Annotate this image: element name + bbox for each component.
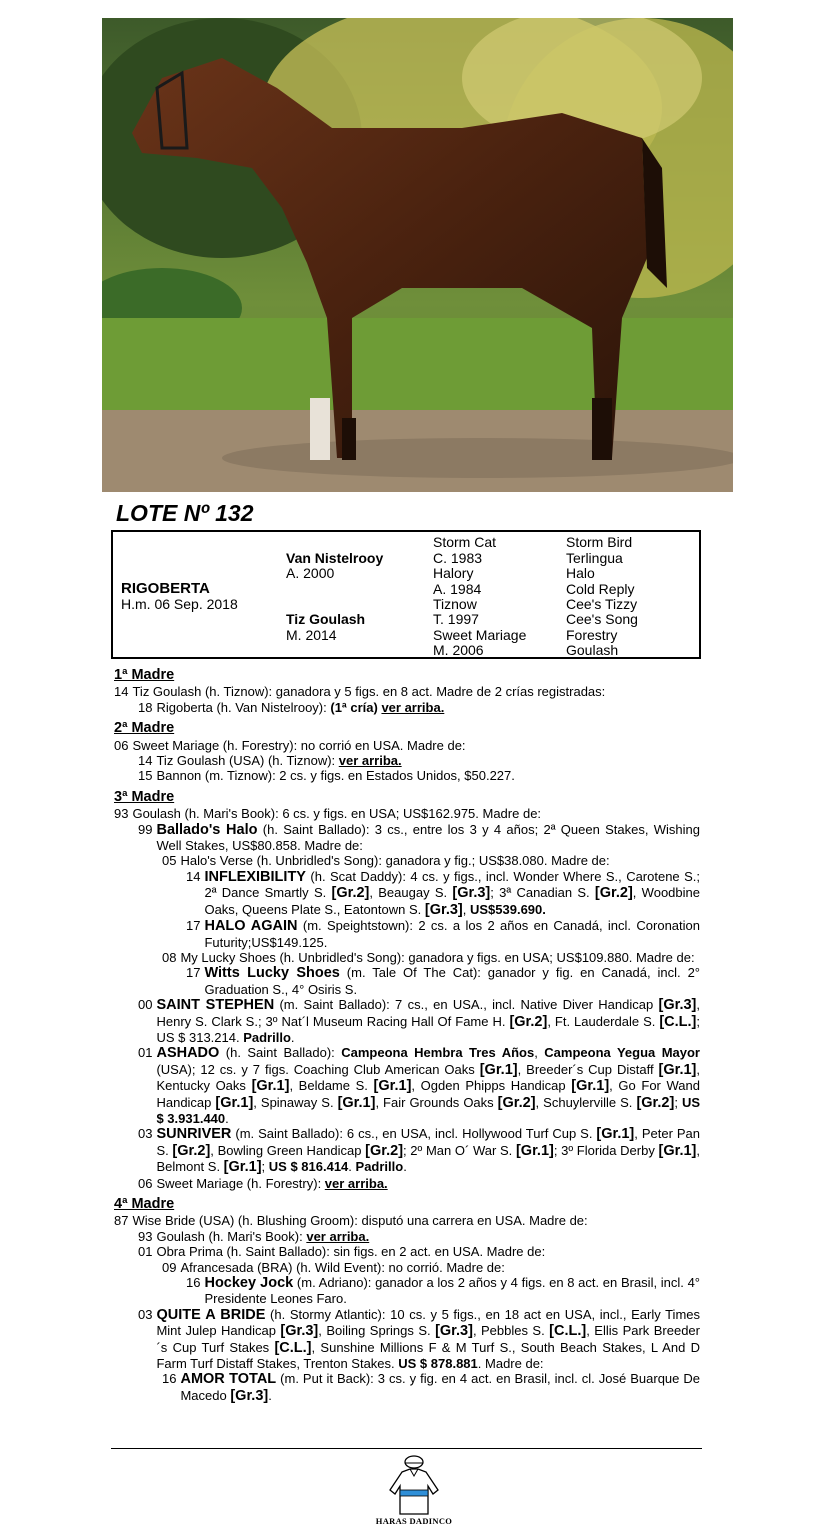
highlight-text: [C.L.] xyxy=(659,1013,697,1030)
highlight-text: [Gr.1] xyxy=(596,1126,635,1143)
great-grandparent: Cold Reply xyxy=(566,581,635,597)
text-run: ; 3º Florida Derby xyxy=(553,1142,659,1158)
text-run: Tiz Goulash (USA) (h. Tiznow): xyxy=(156,753,339,769)
text-run: Rigoberta (h. Van Nistelrooy): xyxy=(156,699,331,715)
great-grandparent: Cee's Song xyxy=(566,611,638,627)
text-run: , xyxy=(534,1045,545,1061)
text-run: (m. Adriano): ganador a los 2 años y 4 figs. en 8 act. en Brasil, incl. 4° Presidente Leones Faro. xyxy=(204,1275,700,1307)
text-run: ; xyxy=(261,1159,269,1175)
stud-farm-name: HARAS DADINCO xyxy=(375,1516,453,1526)
produce-entry xyxy=(114,1229,700,1244)
see-above-link[interactable]: ver arriba. xyxy=(381,699,445,715)
highlight-text: [Gr.1] xyxy=(571,1078,610,1095)
produce-entry xyxy=(114,1126,700,1175)
produce-entry xyxy=(114,1213,700,1228)
text-run: , Schuylerville S. xyxy=(535,1094,637,1110)
entry-text xyxy=(180,1371,700,1404)
highlight-text: HALO AGAIN xyxy=(204,918,298,935)
entry-text xyxy=(156,1176,700,1191)
text-run: ; xyxy=(674,1094,682,1110)
text-run: Halo's Verse (h. Unbridled's Song): ganadora y fig.; US$38.080. Madre de: xyxy=(180,853,610,869)
text-run: US $ 816.414 xyxy=(268,1159,349,1175)
produce-entry xyxy=(114,1045,700,1126)
highlight-text: [Gr.1] xyxy=(515,1142,554,1159)
text-run: . xyxy=(290,1029,295,1045)
text-run: , xyxy=(462,901,470,917)
highlight-text: [Gr.3] xyxy=(435,1323,473,1340)
sire-name: Van Nistelrooy xyxy=(286,550,384,566)
text-run: , Go For Wand Handicap xyxy=(156,1078,700,1110)
entry-text xyxy=(132,806,700,821)
birth-year: 15 xyxy=(138,768,153,784)
text-run: , Boiling Springs S. xyxy=(318,1323,436,1339)
highlight-text: [Gr.1] xyxy=(251,1078,290,1095)
dam-name: Tiz Goulash xyxy=(286,611,366,627)
text-run: . Madre de: xyxy=(477,1356,544,1372)
horse-description: H.m. 06 Sep. 2018 xyxy=(121,596,238,612)
text-run: , Peter Pan S. xyxy=(156,1126,700,1158)
text-run: , Pebbles S. xyxy=(472,1323,550,1339)
entry-text xyxy=(156,1244,700,1259)
birth-year: 14 xyxy=(138,753,153,769)
produce-entry xyxy=(114,738,700,753)
highlight-text: [Gr.2] xyxy=(594,885,633,902)
lot-title: LOTE Nº 132 xyxy=(116,500,254,526)
pedigree-table xyxy=(111,530,701,659)
see-above-link[interactable]: ver arriba. xyxy=(338,753,402,769)
highlight-text: Hockey Jock xyxy=(204,1275,294,1292)
entry-text xyxy=(132,684,700,699)
text-run: (m. Put it Back): 3 cs. y fig. en 4 act. en Brasil, incl. cl. José Buarque De Macedo xyxy=(180,1371,701,1403)
highlight-text: [Gr.1] xyxy=(658,1061,697,1078)
highlight-text: [Gr.3] xyxy=(280,1323,319,1340)
text-run: , Breeder´s Cup Distaff xyxy=(517,1061,659,1077)
text-run: Bannon (m. Tiznow): 2 cs. y figs. en Estados Unidos, $50.227. xyxy=(156,768,515,784)
highlight-text: QUITE A BRIDE xyxy=(156,1306,266,1323)
section-title: 1ª Madre xyxy=(114,667,175,683)
produce-entry xyxy=(114,684,700,699)
text-run: Campeona Hembra Tres Años xyxy=(341,1045,535,1061)
entry-text xyxy=(204,965,700,997)
jockey-silks-logo xyxy=(386,1454,442,1518)
grandparent-year: M. 2006 xyxy=(433,642,484,658)
great-grandparent: Terlingua xyxy=(566,550,623,566)
entry-text xyxy=(156,997,700,1045)
text-run: Tiz Goulash (h. Tiznow): ganadora y 5 figs. en 8 act. Madre de 2 crías registradas: xyxy=(132,684,606,700)
highlight-text: [Gr.1] xyxy=(337,1094,376,1111)
highlight-text: SAINT STEPHEN xyxy=(156,997,275,1014)
text-run: Sweet Mariage (h. Forestry): xyxy=(156,1175,325,1191)
highlight-text: [Gr.1] xyxy=(215,1094,254,1111)
birth-year: 93 xyxy=(114,806,129,822)
see-above-link[interactable]: ver arriba. xyxy=(306,1228,370,1244)
highlight-text: ASHADO xyxy=(156,1045,220,1062)
entry-text xyxy=(156,1126,700,1175)
text-run: ; US $ 313.214. xyxy=(156,1013,700,1045)
text-run: ; 3ª Canadian S. xyxy=(490,885,595,901)
highlight-text: SUNRIVER xyxy=(156,1126,232,1143)
produce-entry xyxy=(114,753,700,768)
text-run: , Spinaway S. xyxy=(253,1094,338,1110)
text-run: ; 2º Man O´ War S. xyxy=(403,1142,516,1158)
sire-year: A. 2000 xyxy=(286,565,335,581)
see-above-link[interactable]: ver arriba. xyxy=(324,1175,388,1191)
text-run: (h. Saint Ballado): 3 cs., entre los 3 y 4 años; 2ª Queen Stakes, Wishing Well Stakes, US$80.858. Madre de: xyxy=(156,821,700,854)
text-run: (USA); 12 cs. y 7 figs. Coaching Club American Oaks xyxy=(156,1061,480,1077)
highlight-text: [Gr.2] xyxy=(172,1142,211,1159)
highlight-text: [Gr.2] xyxy=(636,1094,675,1111)
birth-year: 16 xyxy=(162,1371,177,1387)
text-run: . xyxy=(225,1110,229,1126)
text-run: , Sunshine Millions F & M Turf S., South Beach Stakes, L And D Farm Turf Distaff Stakes, Trenton Stakes. xyxy=(156,1339,700,1372)
text-run: Campeona Yegua Mayor xyxy=(544,1045,700,1061)
birth-year: 93 xyxy=(138,1228,153,1244)
birth-year: 14 xyxy=(114,684,129,700)
text-run: (m. Tale Of The Cat): ganador y fig. en Canadá, incl. 2° Graduation S., 4° Osiris S. xyxy=(204,965,700,997)
entry-text xyxy=(204,869,700,918)
text-run: , Henry S. Clark S.; 3º Nat´l Museum Racing Hall Of Fame H. xyxy=(156,997,700,1029)
grandparent-year: C. 1983 xyxy=(433,550,483,566)
entry-text xyxy=(156,768,700,783)
text-run: , Ogden Phipps Handicap xyxy=(411,1078,572,1094)
entry-text xyxy=(156,753,700,768)
produce-entry xyxy=(114,1275,700,1307)
text-run: Obra Prima (h. Saint Ballado): sin figs. en 2 act. en USA. Madre de: xyxy=(156,1244,546,1260)
birth-year: 16 xyxy=(186,1275,201,1291)
produce-entry xyxy=(114,1244,700,1259)
grandparent-year: T. 1997 xyxy=(433,611,479,627)
text-run: . xyxy=(403,1159,407,1175)
text-run: Padrillo xyxy=(355,1159,404,1175)
highlight-text: [Gr.2] xyxy=(497,1094,536,1111)
text-run: . xyxy=(348,1159,356,1175)
text-run: , Bowling Green Handicap xyxy=(210,1142,366,1158)
text-run: Padrillo xyxy=(243,1029,291,1045)
birth-year: 05 xyxy=(162,853,177,869)
highlight-text: [Gr.2] xyxy=(509,1013,548,1030)
entry-text xyxy=(156,1229,700,1244)
text-run: (h. Scat Daddy): 4 cs. y figs., incl. Wonder Where S., Carotene S.; 2ª Dance Smartly S. xyxy=(204,868,700,901)
grandparent-name: Halory xyxy=(433,565,474,581)
section-title: 2ª Madre xyxy=(114,720,175,737)
text-run: My Lucky Shoes (h. Unbridled's Song): ganadora y figs. en USA; US$109.880. Madre de: xyxy=(180,949,695,965)
produce-entry xyxy=(114,853,700,868)
produce-entry xyxy=(114,869,700,918)
text-run: US $ 3.931.440 xyxy=(156,1094,700,1126)
produce-entry xyxy=(114,997,700,1045)
highlight-text: [Gr.3] xyxy=(424,901,463,918)
text-run: , Ft. Lauderdale S. xyxy=(547,1013,660,1029)
text-run: Goulash (h. Mari's Book): 6 cs. y figs. en USA; US$162.975. Madre de: xyxy=(132,806,542,822)
highlight-text: [Gr.2] xyxy=(365,1142,404,1159)
text-run: Wise Bride (USA) (h. Blushing Groom): disputó una carrera en USA. Madre de: xyxy=(132,1213,588,1229)
highlight-text: Ballado's Halo xyxy=(156,821,258,838)
grandparent-name: Sweet Mariage xyxy=(433,627,527,643)
highlight-text: [Gr.2] xyxy=(331,885,370,902)
text-run: US$539.690. xyxy=(469,901,546,917)
entry-text xyxy=(156,822,700,854)
birth-year: 09 xyxy=(162,1259,177,1275)
entry-text xyxy=(204,1275,700,1307)
highlight-text: [Gr.1] xyxy=(479,1061,518,1078)
text-run: (m. Saint Ballado): 6 cs., en USA, incl. Hollywood Turf Cup S. xyxy=(231,1126,597,1142)
produce-entry xyxy=(114,1176,700,1191)
text-run: , Kentucky Oaks xyxy=(156,1061,700,1094)
birth-year: 17 xyxy=(186,918,201,934)
section-title: 3ª Madre xyxy=(114,788,175,805)
great-grandparent: Cee's Tizzy xyxy=(566,596,638,612)
dam-year: M. 2014 xyxy=(286,627,337,643)
highlight-text: [Gr.1] xyxy=(658,1142,697,1159)
birth-year: 17 xyxy=(186,965,201,981)
entry-text xyxy=(156,1045,700,1126)
horse-name: RIGOBERTA xyxy=(121,580,210,597)
produce-entry xyxy=(114,700,700,715)
produce-entry xyxy=(114,1260,700,1275)
entry-text xyxy=(204,918,700,950)
entry-text xyxy=(180,1260,700,1275)
text-run: , Beldame S. xyxy=(289,1078,374,1094)
birth-year: 03 xyxy=(138,1126,153,1142)
birth-year: 01 xyxy=(138,1244,153,1260)
footer-divider xyxy=(111,1448,702,1449)
great-grandparent: Halo xyxy=(566,565,595,581)
section-title: 4ª Madre xyxy=(114,1196,175,1212)
highlight-text: [Gr.3] xyxy=(452,885,491,902)
birth-year: 87 xyxy=(114,1213,129,1229)
produce-entry xyxy=(114,950,700,965)
family-history xyxy=(114,668,700,1404)
horse-photo xyxy=(102,18,733,492)
produce-entry xyxy=(114,768,700,783)
great-grandparent: Forestry xyxy=(566,627,618,643)
text-run: (h. Saint Ballado): xyxy=(219,1045,342,1061)
produce-entry xyxy=(114,822,700,854)
produce-entry xyxy=(114,1371,700,1404)
highlight-text: [Gr.1] xyxy=(223,1159,262,1176)
entry-text xyxy=(156,1307,700,1372)
produce-entry xyxy=(114,806,700,821)
highlight-text: [C.L.] xyxy=(274,1339,312,1356)
text-run: Goulash (h. Mari's Book): xyxy=(156,1228,307,1244)
birth-year: 08 xyxy=(162,949,177,965)
highlight-text: Witts Lucky Shoes xyxy=(204,965,340,982)
great-grandparent: Storm Bird xyxy=(566,534,633,550)
entry-text xyxy=(132,738,700,753)
text-run: , Ellis Park Breeder ´s Cup Turf Stakes xyxy=(156,1323,700,1355)
birth-year: 99 xyxy=(138,821,153,837)
text-run: Afrancesada (BRA) (h. Wild Event): no corrió. Madre de: xyxy=(180,1259,505,1275)
highlight-text: INFLEXIBILITY xyxy=(204,868,306,885)
grandparent-name: Storm Cat xyxy=(433,534,497,550)
text-run: , Belmont S. xyxy=(156,1142,700,1175)
text-run: (m. Speightstown): 2 cs. a los 2 años en Canadá, incl. Coronation Futurity;US$149.125. xyxy=(204,918,700,950)
text-run: , Beaugay S. xyxy=(369,885,453,901)
entry-text xyxy=(180,853,700,868)
produce-entry xyxy=(114,1307,700,1372)
birth-year: 03 xyxy=(138,1306,153,1322)
birth-year: 00 xyxy=(138,997,153,1013)
grandparent-year: A. 1984 xyxy=(433,581,482,597)
highlight-text: AMOR TOTAL xyxy=(180,1371,277,1388)
birth-year: 14 xyxy=(186,868,201,884)
grandparent-name: Tiznow xyxy=(433,596,477,612)
produce-entry xyxy=(114,918,700,950)
text-run: (h. Stormy Atlantic): 10 cs. y 5 figs., en 18 act en USA, incl., Early Times Mint Julep Handicap xyxy=(156,1306,701,1339)
birth-year: 06 xyxy=(114,737,129,753)
produce-entry xyxy=(114,965,700,997)
entry-text xyxy=(180,950,700,965)
text-run: , Woodbine Oaks, Queens Plate S., Eatontown S. xyxy=(204,885,700,917)
highlight-text: [Gr.3] xyxy=(230,1387,269,1404)
great-grandparent: Goulash xyxy=(566,642,619,658)
highlight-text: [Gr.3] xyxy=(658,997,697,1014)
entry-text xyxy=(156,700,700,715)
text-run: . xyxy=(268,1387,272,1403)
birth-year: 01 xyxy=(138,1045,153,1061)
birth-year: 06 xyxy=(138,1175,153,1191)
text-run: Sweet Mariage (h. Forestry): no corrió en USA. Madre de: xyxy=(132,737,466,753)
birth-year: 18 xyxy=(138,699,153,715)
text-run: (m. Saint Ballado): 7 cs., en USA., incl. Native Diver Handicap xyxy=(274,997,659,1013)
text-run: , Fair Grounds Oaks xyxy=(375,1094,498,1110)
highlight-text: [Gr.1] xyxy=(373,1078,412,1095)
text-run: (1ª cría) xyxy=(330,699,378,715)
highlight-text: [C.L.] xyxy=(549,1323,587,1340)
entry-text xyxy=(132,1213,700,1228)
text-run: US $ 878.881 xyxy=(398,1356,478,1372)
